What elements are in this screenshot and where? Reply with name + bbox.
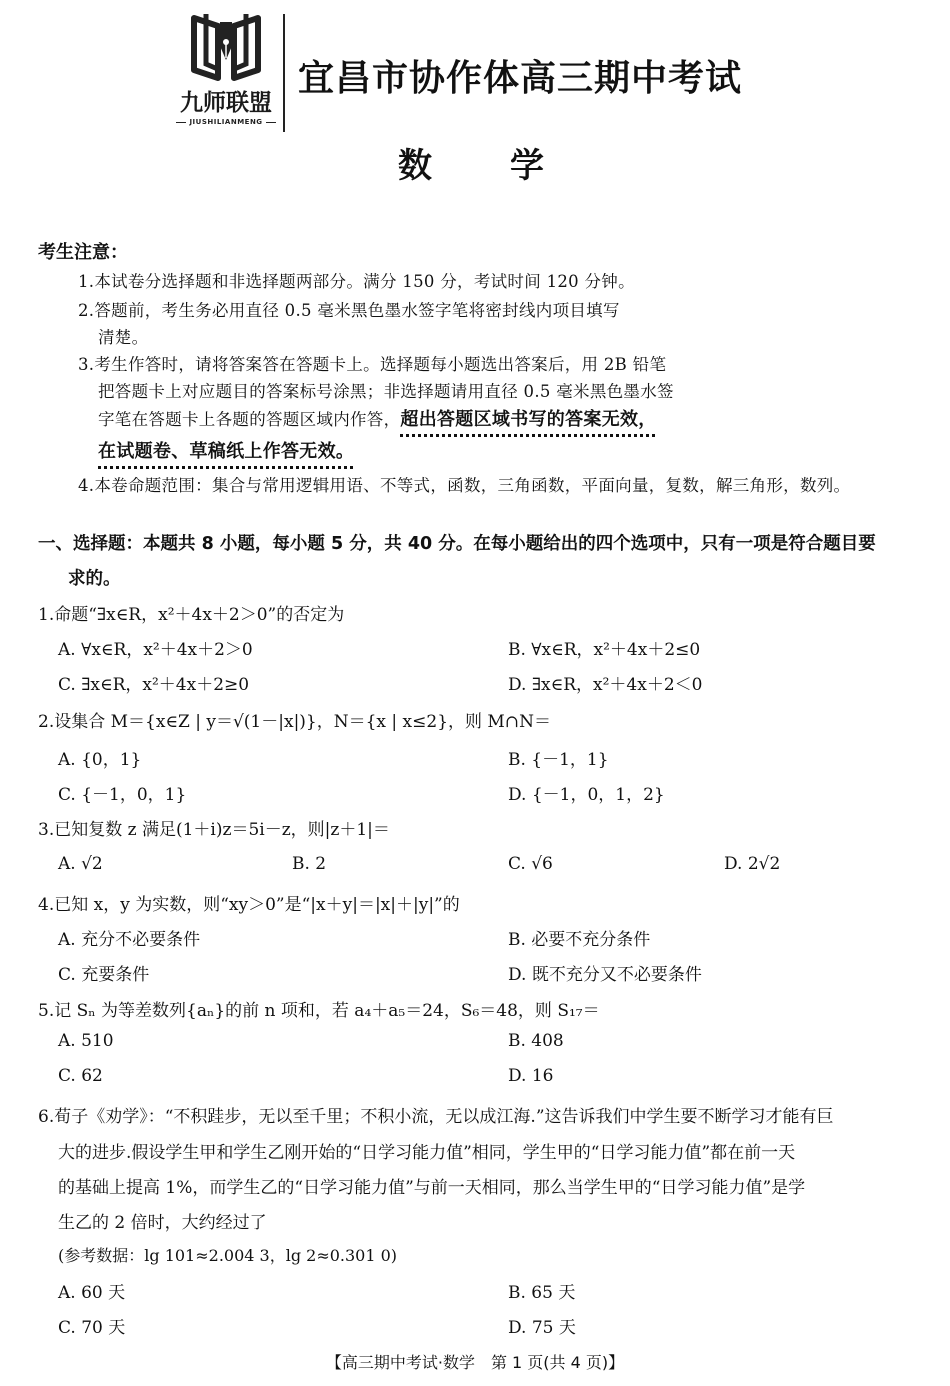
question-3-option-a: A. √2 bbox=[58, 854, 103, 874]
note-1: 1.本试卷分选择题和非选择题两部分。满分 150 分，考试时间 120 分钟。 bbox=[78, 272, 635, 291]
note-3-line-1: 3.考生作答时，请将答案答在答题卡上。选择题每小题选出答案后，用 2B 铅笔 bbox=[78, 355, 667, 374]
notes-title: 考生注意： bbox=[38, 242, 128, 263]
question-6-option-a: A. 60 天 bbox=[58, 1283, 126, 1303]
question-5-option-b: B. 408 bbox=[508, 1031, 564, 1051]
question-5-stem: 5.记 Sₙ 为等差数列{aₙ}的前 n 项和，若 a₄＋a₅＝24，S₆＝48，则 S₁₇＝ bbox=[38, 1001, 600, 1021]
question-6-line-3: 的基础上提高 1%，而学生乙的“日学习能力值”与前一天相同，那么当学生甲的“日学习能力值”是学 bbox=[58, 1178, 806, 1198]
question-5-option-a: A. 510 bbox=[58, 1031, 114, 1051]
question-2-stem: 2.设集合 M＝{x∈Z | y＝√(1－|x|)}，N＝{x | x≤2}，则 M∩N＝ bbox=[38, 712, 551, 732]
question-1-option-b: B. ∀x∈R，x²＋4x＋2≤0 bbox=[508, 640, 701, 660]
subject-char-2: 学 bbox=[510, 146, 544, 186]
question-2-option-b: B. {－1，1} bbox=[508, 750, 609, 770]
exam-title: 宜昌市协作体高三期中考试 bbox=[298, 58, 743, 99]
question-6-option-c: C. 70 天 bbox=[58, 1318, 126, 1338]
question-6-line-1: 6.荀子《劝学》：“不积跬步，无以至千里；不积小流，无以成江海.”这告诉我们中学生要不断学习才能有巨 bbox=[38, 1107, 834, 1127]
question-1-option-c: C. ∃x∈R，x²＋4x＋2≥0 bbox=[58, 675, 250, 695]
question-4-option-a: A. 充分不必要条件 bbox=[58, 930, 201, 950]
question-4-option-d: D. 既不充分又不必要条件 bbox=[508, 965, 702, 985]
subject-title bbox=[398, 138, 544, 187]
note-2-line-1: 2.答题前，考生务必用直径 0.5 毫米黑色墨水签字笔将密封线内项目填写 bbox=[78, 301, 620, 320]
question-2-option-d: D. {－1，0，1，2} bbox=[508, 785, 665, 805]
question-2-option-c: C. {－1，0，1} bbox=[58, 785, 187, 805]
note-4: 4.本卷命题范围：集合与常用逻辑用语、不等式，函数，三角函数，平面向量，复数，解三角形，数列。 bbox=[78, 476, 851, 495]
note-3-line-3 bbox=[98, 405, 657, 431]
question-1-option-a: A. ∀x∈R，x²＋4x＋2＞0 bbox=[58, 640, 253, 660]
question-6-line-2: 大的进步.假设学生甲和学生乙刚开始的“日学习能力值”相同，学生甲的“日学习能力值”都在前一天 bbox=[58, 1143, 796, 1163]
question-5-option-c: C. 62 bbox=[58, 1066, 103, 1086]
logo-english-text: JIUSHILIANMENG bbox=[168, 118, 284, 126]
question-1-option-d: D. ∃x∈R，x²＋4x＋2＜0 bbox=[508, 675, 703, 695]
note-3-line-3-text: 字笔在答题卡上各题的答题区域内作答， bbox=[98, 410, 401, 429]
header-divider bbox=[283, 14, 285, 132]
question-1-stem: 1.命题“∃x∈R，x²＋4x＋2＞0”的否定为 bbox=[38, 605, 345, 625]
logo-chinese-text: 九师联盟 bbox=[180, 90, 272, 116]
section-heading-line-1: 一、选择题：本题共 8 小题，每小题 5 分，共 40 分。在每小题给出的四个选项中，只有一项是符合题目要 bbox=[38, 534, 876, 554]
note-3-line-2: 把答题卡上对应题目的答案标号涂黑；非选择题请用直径 0.5 毫米黑色墨水签 bbox=[98, 382, 674, 401]
question-3-option-c: C. √6 bbox=[508, 854, 553, 874]
question-2-option-a: A. {0，1} bbox=[58, 750, 142, 770]
jiushi-logo bbox=[168, 12, 284, 132]
question-6-option-d: D. 75 天 bbox=[508, 1318, 576, 1338]
note-3-emphasis-1: 超出答题区域书写的答案无效， bbox=[400, 409, 657, 430]
question-6-option-b: B. 65 天 bbox=[508, 1283, 576, 1303]
question-4-option-c: C. 充要条件 bbox=[58, 965, 150, 985]
question-6-line-4: 生乙的 2 倍时，大约经过了 bbox=[58, 1213, 267, 1233]
note-3-emphasis-2: 在试题卷、草稿纸上作答无效。 bbox=[98, 441, 355, 462]
question-3-stem: 3.已知复数 z 满足(1＋i)z＝5i－z，则|z＋1|＝ bbox=[38, 820, 390, 840]
question-4-stem: 4.已知 x，y 为实数，则“xy＞0”是“|x＋y|＝|x|＋|y|”的 bbox=[38, 895, 460, 915]
question-3-option-b: B. 2 bbox=[292, 854, 327, 874]
page-footer: 【高三期中考试·数学 第 1 页(共 4 页)】 bbox=[325, 1353, 625, 1372]
subject-char-1: 数 bbox=[398, 146, 432, 186]
question-5-option-d: D. 16 bbox=[508, 1066, 554, 1086]
note-2-line-2: 清楚。 bbox=[98, 328, 149, 347]
pen-book-logo-icon bbox=[168, 12, 284, 84]
question-3-option-d: D. 2√2 bbox=[724, 854, 781, 874]
question-4-option-b: B. 必要不充分条件 bbox=[508, 930, 651, 950]
question-6-reference-data: (参考数据：lg 101≈2.004 3，lg 2≈0.301 0) bbox=[58, 1246, 398, 1265]
section-heading-line-2: 求的。 bbox=[68, 569, 121, 589]
